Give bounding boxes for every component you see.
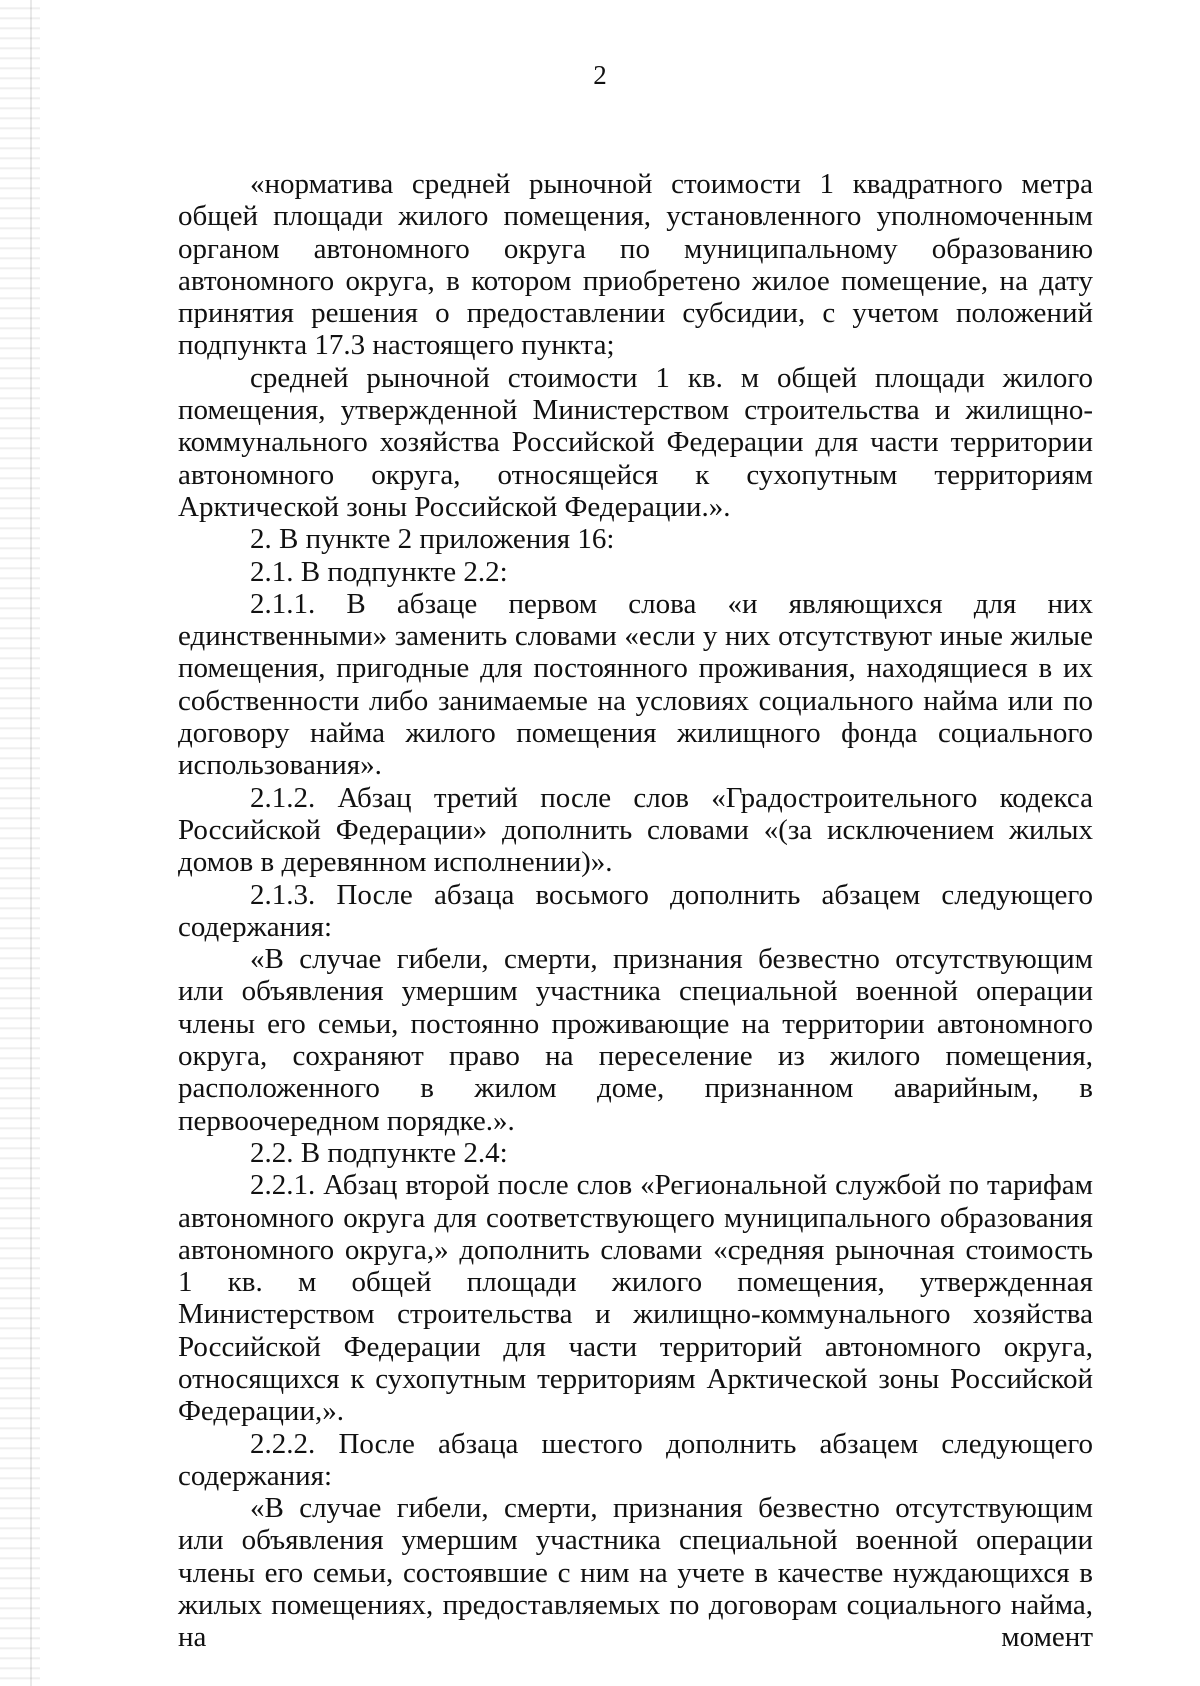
paragraph: 2.1.3. После абзаца восьмого дополнить абзацем следующего содержания: [178,878,1093,943]
paragraph: 2.2.2. После абзаца шестого дополнить абзацем следующего содержания: [178,1427,1093,1492]
paragraph: средней рыночной стоимости 1 кв. м общей площади жилого помещения, утвержденной Министерством строительства и жилищно-коммунального хозяйства Российской Федерации для части территории автономного округа, относящейся к сухопутным территориям Арктической зоны Российской Федерации.». [178,361,1093,523]
paragraph: 2.2. В подпункте 2.4: [250,1136,508,1169]
page-number: 2 [593,60,607,90]
paragraph: 2.1.1. В абзаце первом слова «и являющихся для них единственными» заменить словами «если у них отсутствуют иные жилые помещения, пригодные для постоянного проживания, находящиеся в их собственности либо занимаемые на условиях социального найма или по договору найма жилого помещения жилищного фонда социального использования». [178,587,1093,782]
paragraph: 2.2.1. Абзац второй после слов «Региональной службой по тарифам автономного округа для соответствующего муниципального образования автономного округа,» дополнить словами «средняя рыночная стоимость 1 кв. м общей площади жилого помещения, утвержденная Министерством строительства и жилищно-коммунального хозяйства Российской Федерации для части территорий автономного округа, относящихся к сухопутным территориям Арктической зоны Российской Федерации,». [178,1169,1093,1428]
document-body [178,168,1093,1654]
paragraph: 2.1.2. Абзац третий после слов «Градостроительного кодекса Российской Федерации» дополнить словами «(за исключением жилых домов в деревянном исполнении)». [178,781,1093,879]
paragraph: «В случае гибели, смерти, признания безвестно отсутствующим или объявления умершим участника специальной военной операции члены его семьи, состоявшие с ним на учете в качестве нуждающихся в жилых помещениях, предоставляемых по договорам социального найма, на момент [178,1492,1093,1654]
scan-edge-artifact [0,0,40,1686]
paragraph: «В случае гибели, смерти, признания безвестно отсутствующим или объявления умершим участника специальной военной операции члены его семьи, постоянно проживающие на территории автономного округа, сохраняют право на переселение из жилого помещения, расположенного в жилом доме, признанном аварийным, в первоочередном порядке.». [178,943,1093,1137]
paragraph: 2.1. В подпункте 2.2: [250,555,508,588]
paragraph: 2. В пункте 2 приложения 16: [250,523,615,556]
paragraph: «норматива средней рыночной стоимости 1 квадратного метра общей площади жилого помещения, установленного уполномоченным органом автономного округа по муниципальному образованию автономного округа, в котором приобретено жилое помещение, на дату принятия решения о предоставлении субсидии, с учетом положений подпункта 17.3 настоящего пункта; [178,168,1093,362]
